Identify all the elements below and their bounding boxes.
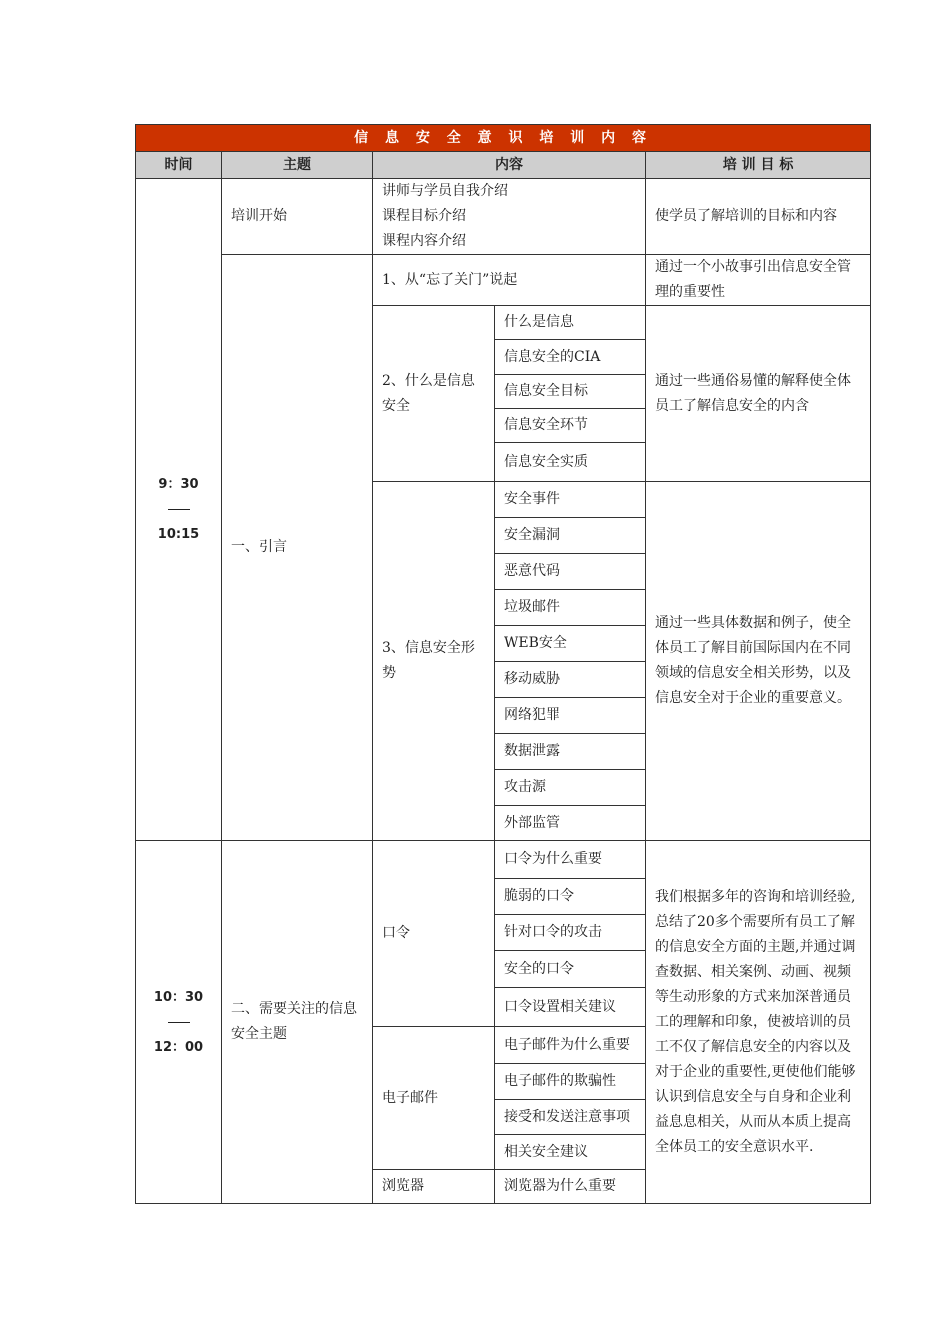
table-header-row (136, 152, 871, 179)
sub-item: 口令设置相关建议 (495, 988, 646, 1027)
sub-item: 恶意代码 (495, 554, 646, 590)
sub-item: 外部监管 (495, 806, 646, 841)
sub-item: 口令为什么重要 (495, 841, 646, 879)
goal-item1: 通过一个小故事引出信息安全管理的重要性 (646, 255, 871, 306)
sub-item: 安全事件 (495, 482, 646, 518)
training-table (135, 124, 871, 1204)
sub-item: 针对口令的攻击 (495, 915, 646, 951)
sub-item: 网络犯罪 (495, 698, 646, 734)
sub-item: 垃圾邮件 (495, 590, 646, 626)
header-time: 时间 (136, 152, 222, 179)
time-start: 10：30 (153, 989, 204, 1005)
table-title-row (136, 125, 871, 152)
time-end: 12：00 (153, 1039, 204, 1055)
sub-item: 电子邮件的欺骗性 (495, 1064, 646, 1100)
time-end: 10:15 (157, 527, 200, 542)
content-start (373, 179, 646, 255)
content-password: 口令 (373, 841, 495, 1027)
header-topic: 主题 (222, 152, 373, 179)
sub-item: 安全漏洞 (495, 518, 646, 554)
sub-item: 信息安全实质 (495, 443, 646, 482)
header-content: 内容 (373, 152, 646, 179)
content-browser: 浏览器 (373, 1170, 495, 1204)
content-item2: 2、什么是信息安全 (373, 306, 495, 482)
goal-start: 使学员了解培训的目标和内容 (646, 179, 871, 255)
sub-item: 什么是信息 (495, 306, 646, 340)
training-schedule (135, 124, 870, 1204)
content-email: 电子邮件 (373, 1027, 495, 1170)
content-line: 课程内容介绍 (382, 233, 466, 249)
topic-intro: 一、引言 (222, 255, 373, 841)
sub-item: 信息安全的CIA (495, 340, 646, 375)
goal-item3: 通过一些具体数据和例子，使全体员工了解目前国际国内在不同领域的信息安全相关形势，以及信息安全对于企业的重要意义。 (646, 482, 871, 841)
sub-item: 安全的口令 (495, 951, 646, 988)
goal-block2: 我们根据多年的咨询和培训经验,总结了20多个需要所有员工了解的信息安全方面的主题,并通过调查数据、相关案例、动画、视频等生动形象的方式来加深普通员工的理解和印象，使被培训的员工不仅了解信息安全的内容以及对于企业的重要性,更使他们能够认识到信息安全与自身和企业利益息息相关，从而从本质上提高全体员工的安全意识水平. (646, 841, 871, 1204)
table-row (136, 841, 871, 879)
content-item3: 3、信息安全形势 (373, 482, 495, 841)
content-line: 讲师与学员自我介绍 (382, 183, 508, 199)
topic-block2: 二、需要关注的信息安全主题 (222, 841, 373, 1204)
sub-item: WEB安全 (495, 626, 646, 662)
time-cell-block1 (136, 179, 222, 841)
time-dash (168, 1022, 190, 1023)
sub-item: 浏览器为什么重要 (495, 1170, 646, 1204)
time-start: 9：30 (158, 477, 199, 492)
content-item1: 1、从“忘了关门”说起 (373, 255, 646, 306)
content-line: 课程目标介绍 (382, 208, 466, 224)
sub-item: 脆弱的口令 (495, 879, 646, 915)
sub-item: 相关安全建议 (495, 1135, 646, 1170)
sub-item: 电子邮件为什么重要 (495, 1027, 646, 1064)
time-dash (168, 509, 190, 510)
table-row (136, 179, 871, 255)
table-title: 信 息 安 全 意 识 培 训 内 容 (136, 125, 871, 152)
sub-item: 信息安全环节 (495, 409, 646, 443)
table-row (136, 255, 871, 306)
sub-item: 数据泄露 (495, 734, 646, 770)
sub-item: 接受和发送注意事项 (495, 1100, 646, 1135)
topic-start: 培训开始 (222, 179, 373, 255)
header-goal: 培 训 目 标 (646, 152, 871, 179)
sub-item: 信息安全目标 (495, 375, 646, 409)
time-cell-block2 (136, 841, 222, 1204)
goal-item2: 通过一些通俗易懂的解释使全体员工了解信息安全的内含 (646, 306, 871, 482)
sub-item: 攻击源 (495, 770, 646, 806)
sub-item: 移动威胁 (495, 662, 646, 698)
